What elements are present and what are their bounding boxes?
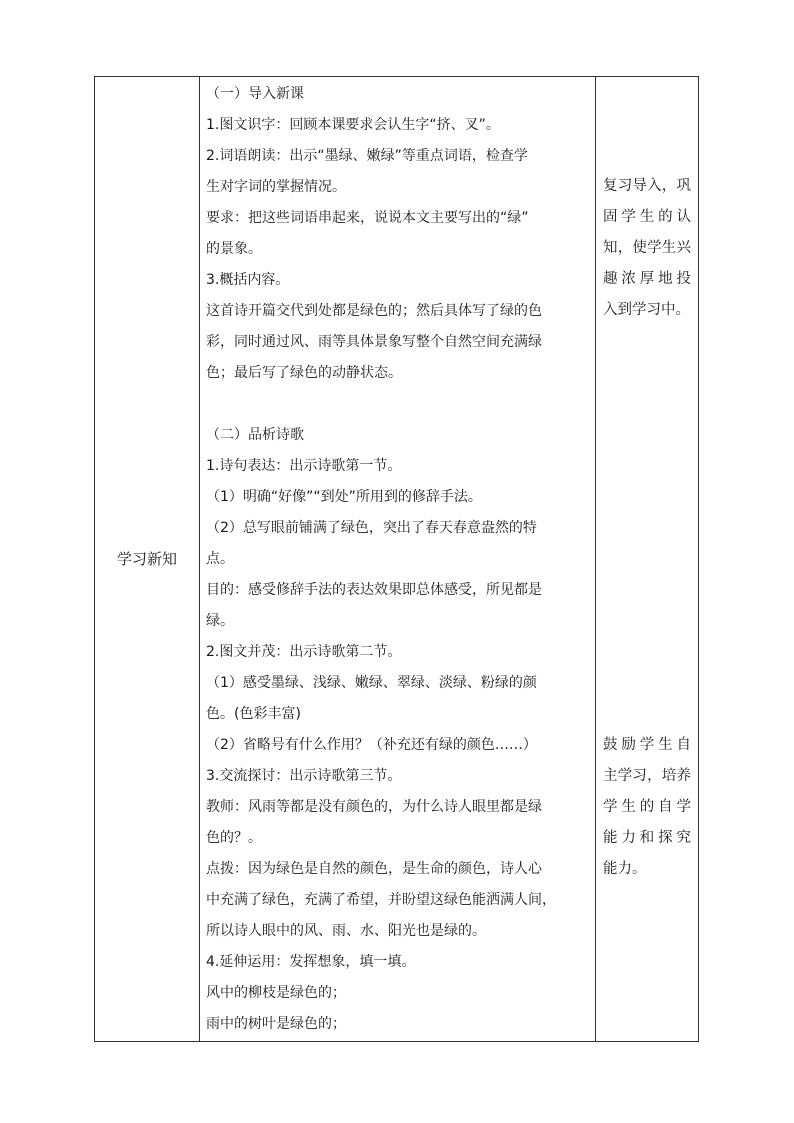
content-line: 色的？。	[206, 830, 262, 846]
content-line: 3.交流探讨：出示诗歌第三节。	[206, 768, 402, 784]
blank-line	[200, 389, 595, 420]
content-line: 点。	[206, 551, 234, 567]
note-line: 复习导入，巩	[603, 178, 691, 194]
content-line: 要求：把这些词语串起来，说说本文主要写出的“绿”	[206, 210, 529, 226]
content-column	[200, 79, 595, 1040]
content-line: （2）总写眼前铺满了绿色，突出了春天春意盎然的特	[206, 520, 537, 536]
content-line: 彩，同时通过风、雨等具体景象写整个自然空间充满绿	[206, 334, 542, 350]
content-line: 3.概括内容。	[206, 272, 290, 288]
content-line: 目的：感受修辞手法的表达效果即总体感受，所见都是	[206, 582, 542, 598]
note-line: 趣浓厚地投	[603, 271, 691, 287]
note-line: 鼓励学生自	[603, 737, 691, 753]
note-line: 学生的自学	[603, 799, 691, 815]
content-line: 的景象。	[206, 241, 262, 257]
section-column	[95, 77, 199, 1041]
section-label: 学习新知	[116, 550, 177, 568]
note-line: 能力。	[603, 861, 647, 877]
note-line: 主学习，培养	[603, 768, 691, 784]
content-line: （1）明确“好像”“到处”所用到的修辞手法。	[206, 489, 482, 505]
content-line: 1.图文识字：回顾本课要求会认生字“挤、叉”。	[206, 117, 500, 133]
content-line: 绿。	[206, 613, 234, 629]
design-note-review	[597, 171, 697, 326]
content-line: （1）感受墨绿、浅绿、嫩绿、翠绿、淡绿、粉绿的颜	[206, 675, 537, 691]
content-line: （2）省略号有什么作用？（补充还有绿的颜色……）	[206, 737, 537, 753]
content-line: 雨中的树叶是绿色的；	[206, 1016, 346, 1032]
content-line: 教师：风雨等都是没有颜色的，为什么诗人眼里都是绿	[206, 799, 542, 815]
content-line: 生对字词的掌握情况。	[206, 179, 346, 195]
content-line: 点拨：因为绿色是自然的颜色，是生命的颜色，诗人心	[206, 861, 542, 877]
note-line: 固学生的认	[603, 209, 691, 225]
content-line: 4.延伸运用：发挥想象，填一填。	[206, 954, 416, 970]
lesson-plan-table	[94, 76, 699, 1042]
note-line: 能力和探究	[603, 830, 691, 846]
content-line: 所以诗人眼中的风、雨、水、阳光也是绿的。	[206, 923, 486, 939]
note-line: 知，使学生兴	[603, 240, 691, 256]
content-line: （一）导入新课	[206, 86, 304, 102]
design-note-self-study	[597, 730, 697, 885]
content-line: 这首诗开篇交代到处都是绿色的；然后具体写了绿的色	[206, 303, 542, 319]
content-line: 色；最后写了绿色的动静状态。	[206, 365, 402, 381]
content-line: 中充满了绿色，充满了希望，并盼望这绿色能洒满人间，	[206, 892, 556, 908]
content-line: 1.诗句表达：出示诗歌第一节。	[206, 458, 402, 474]
content-line: 风中的柳枝是绿色的；	[206, 985, 346, 1001]
content-line: 2.词语朗读：出示“墨绿、嫩绿”等重点词语，检查学	[206, 148, 528, 164]
content-line: 2.图文并茂：出示诗歌第二节。	[206, 644, 402, 660]
content-line: 色。(色彩丰富)	[206, 706, 301, 722]
column-divider	[595, 77, 596, 1041]
note-line: 入到学习中。	[603, 302, 690, 318]
content-line: （二）品析诗歌	[206, 427, 304, 443]
